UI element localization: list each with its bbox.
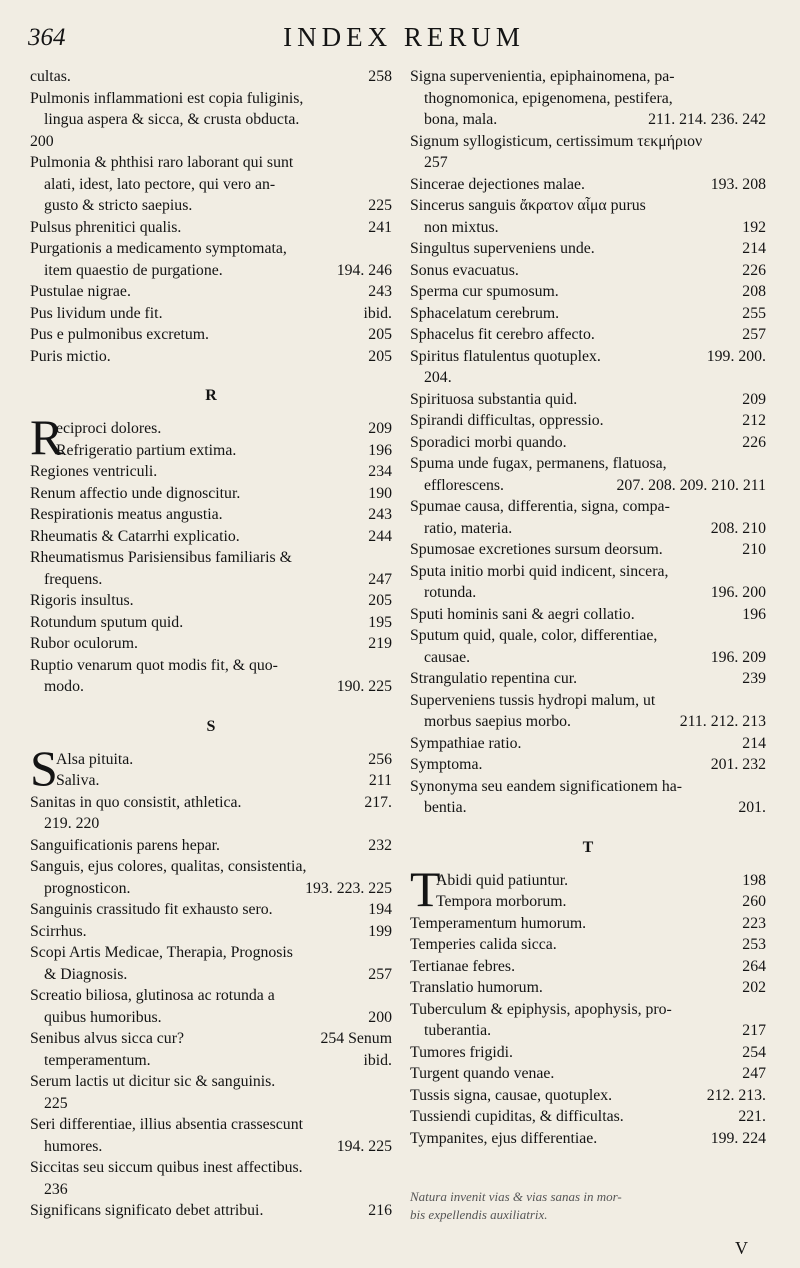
entry-text: Pulmonia & phthisi raro laborant qui sunt <box>30 154 294 171</box>
entry-page-ref: 212. 213. <box>706 1086 766 1104</box>
index-entry <box>30 1007 392 1029</box>
drop-cap: T <box>410 860 441 917</box>
entry-page-ref: 241 <box>368 218 392 236</box>
index-entry <box>30 1157 392 1179</box>
index-entry <box>410 797 766 819</box>
entry-page-ref: 257 <box>742 326 766 343</box>
index-entry <box>30 878 392 900</box>
entry-page-ref: 199 <box>368 922 392 940</box>
entry-text: Rheumatismus Parisiensibus familiaris & <box>30 549 292 566</box>
entry-page-ref: 196. 200 <box>710 584 766 601</box>
index-entry <box>30 88 392 110</box>
index-entry <box>30 899 392 921</box>
entry-page-ref: 221. <box>738 1108 766 1125</box>
entry-text: modo. <box>44 678 84 695</box>
t-entries <box>410 860 766 1150</box>
entry-text: Pulmonis inflammationi est copia fuliginis, <box>30 89 304 107</box>
entry-page-ref: 210 <box>742 541 766 558</box>
index-entry <box>410 956 766 978</box>
index-entry <box>30 1071 392 1093</box>
entry-text: Spuma unde fugax, permanens, flatuosa, <box>410 455 667 472</box>
entry-page-ref: 258 <box>368 68 392 85</box>
entry-page-ref: 205 <box>368 347 392 365</box>
entry-text: Sputum quid, quale, color, differentiae, <box>410 627 658 644</box>
entry-text: Signa supervenientia, epiphainomena, pa- <box>410 68 675 85</box>
index-entry <box>30 569 392 591</box>
right-column <box>410 66 766 1149</box>
entry-text: Scirrhus. <box>30 922 87 940</box>
entry-page-ref: 190 <box>368 484 392 502</box>
entry-text: non mixtus. <box>424 218 499 236</box>
index-entry <box>410 934 766 956</box>
index-entry <box>30 655 392 677</box>
entry-text: Spirandi difficultas, oppressio. <box>410 412 604 429</box>
index-entry <box>410 1128 766 1150</box>
entry-page-ref: 194 <box>368 901 392 918</box>
index-entry <box>30 109 392 131</box>
entry-page-ref: 253 <box>742 936 766 953</box>
s-entries <box>30 739 392 1222</box>
index-entry <box>30 1028 392 1050</box>
entry-page-ref: 212 <box>742 412 766 429</box>
entry-text: Sporadici morbi quando. <box>410 433 567 451</box>
entry-text: Pustulae nigrae. <box>30 283 131 300</box>
entry-text: Respirationis meatus angustia. <box>30 506 223 523</box>
index-entry <box>30 131 392 153</box>
entry-text: humores. <box>44 1137 103 1155</box>
drop-cap: R <box>30 409 64 465</box>
entry-page-ref: 195 <box>368 613 392 631</box>
index-entry <box>410 1106 766 1128</box>
entry-page-ref: 205 <box>368 592 392 609</box>
index-entry <box>30 152 392 174</box>
entry-text: Ruptio venarum quot modis fit, & quo- <box>30 656 278 674</box>
index-entry <box>410 496 766 518</box>
signature-mark: V <box>735 1238 748 1258</box>
index-entry <box>410 913 766 935</box>
index-entry <box>410 195 766 217</box>
entry-text: Rheumatis & Catarrhi explicatio. <box>30 527 240 545</box>
entry-text: Temperamentum humorum. <box>410 914 587 932</box>
entry-page-ref: 199. 200. <box>706 347 766 365</box>
index-entry <box>410 367 766 389</box>
index-entry <box>30 324 392 346</box>
entry-text: Rigoris insultus. <box>30 592 134 609</box>
entry-text: Tertianae febres. <box>410 957 516 975</box>
index-entry <box>30 770 392 792</box>
entry-page-ref: 247 <box>742 1065 766 1082</box>
index-entry <box>30 964 392 986</box>
entry-text: Siccitas seu siccum quibus inest affectibus. <box>30 1159 303 1176</box>
show-through-text <box>410 1188 766 1224</box>
entry-page-ref: 208 <box>742 283 766 300</box>
entry-text: rotunda. <box>424 584 477 601</box>
entry-page-ref: 205 <box>368 326 392 343</box>
entry-page-ref: ibid. <box>363 304 392 322</box>
index-entry <box>30 346 392 368</box>
entry-text: Seri differentiae, illius absentia crassescunt <box>30 1116 303 1133</box>
entry-page-ref: 207. 208. 209. 210. 211 <box>616 476 766 494</box>
entry-text: Sputa initio morbi quid indicent, sincera, <box>410 562 669 580</box>
index-entry <box>30 921 392 943</box>
entry-text: Tuberculum & epiphysis, apophysis, pro- <box>410 1000 672 1018</box>
entry-text: bentia. <box>424 799 467 816</box>
index-entry <box>30 504 392 526</box>
entry-text: Significans significato debet attribui. <box>30 1202 264 1219</box>
entry-page-ref: 211. 212. 213 <box>679 713 766 730</box>
left-column <box>30 66 392 1222</box>
index-entry <box>410 668 766 690</box>
s-entries-continued <box>410 66 766 819</box>
entry-text: Sphacelatum cerebrum. <box>410 304 560 322</box>
entry-page-ref: 234 <box>368 463 392 480</box>
drop-cap: S <box>30 739 58 796</box>
entry-page-ref: 196 <box>742 605 766 623</box>
entry-text: Strangulatio repentina cur. <box>410 670 578 687</box>
index-entry <box>410 389 766 411</box>
index-entry <box>30 461 392 483</box>
index-entry <box>30 1200 392 1222</box>
entry-text: Spiritus flatulentus quotuplex. <box>410 347 601 365</box>
entry-text: Spumae causa, differentia, signa, compa- <box>410 498 670 515</box>
index-entry <box>410 410 766 432</box>
entry-text: 219. 220 <box>44 815 100 832</box>
index-entry <box>30 633 392 655</box>
index-entry <box>30 1093 392 1115</box>
entry-page-ref: 214 <box>742 734 766 752</box>
entry-text: Puris mictio. <box>30 347 111 365</box>
entry-text: Sympathiae ratio. <box>410 734 522 752</box>
index-entry <box>410 346 766 368</box>
entry-page-ref: 209 <box>368 420 392 437</box>
entry-page-ref: 201. 232 <box>710 756 766 773</box>
entry-text: Signum syllogisticum, certissimum τεκμήριον <box>410 132 703 150</box>
entry-text: 225 <box>44 1094 68 1112</box>
index-entry <box>410 303 766 325</box>
index-entry <box>410 88 766 110</box>
index-entry <box>410 475 766 497</box>
entry-page-ref: 208. 210 <box>710 519 766 537</box>
entry-text: Turgent quando venae. <box>410 1065 555 1082</box>
entry-text: eciproci dolores. <box>56 420 162 437</box>
entry-text: Senibus alvus sicca cur? <box>30 1030 184 1047</box>
index-entry <box>410 690 766 712</box>
entry-text: Sanitas in quo consistit, athletica. <box>30 793 242 811</box>
index-entry <box>30 303 392 325</box>
entry-page-ref: 214 <box>742 240 766 257</box>
entry-text: Regiones ventriculi. <box>30 463 158 480</box>
entry-page-ref: 209 <box>742 390 766 408</box>
index-entry <box>410 260 766 282</box>
index-entry <box>30 238 392 260</box>
index-entry <box>410 174 766 196</box>
entry-text: Serum lactis ut dicitur sic & sanguinis. <box>30 1073 276 1090</box>
entry-text: Screatio biliosa, glutinosa ac rotunda a <box>30 987 275 1004</box>
page-number: 364 <box>28 24 66 51</box>
entry-text: Superveniens tussis hydropi malum, ut <box>410 691 656 709</box>
index-entry <box>410 281 766 303</box>
index-entry <box>410 561 766 583</box>
index-entry <box>30 440 392 462</box>
index-entry <box>410 776 766 798</box>
index-entry <box>30 281 392 303</box>
entry-text: lingua aspera & sicca, & crusta obducta. <box>44 111 300 128</box>
entry-text: Tussis signa, causae, quotuplex. <box>410 1086 613 1104</box>
entry-page-ref: 264 <box>742 957 766 975</box>
entry-page-ref: 243 <box>368 283 392 300</box>
entry-text: Scopi Artis Medicae, Therapia, Prognosis <box>30 944 293 961</box>
index-entry <box>30 1179 392 1201</box>
entry-text: Spirituosa substantia quid. <box>410 390 578 408</box>
entry-text: Saliva. <box>56 772 100 789</box>
entry-text: 200 <box>30 132 54 150</box>
entry-page-ref: 190. 225 <box>336 678 392 695</box>
entry-page-ref: 254 Senum <box>320 1030 392 1047</box>
entry-text: tuberantia. <box>424 1022 492 1039</box>
index-entry <box>30 985 392 1007</box>
entry-page-ref: 247 <box>368 570 392 588</box>
entry-page-ref: 199. 224 <box>710 1129 766 1147</box>
entry-page-ref: 193. 223. 225 <box>305 879 392 897</box>
index-entry <box>410 324 766 346</box>
index-entry <box>410 152 766 174</box>
index-entry <box>30 66 392 88</box>
entry-text: Pus e pulmonibus excretum. <box>30 326 210 343</box>
index-entry <box>410 711 766 733</box>
index-entry <box>30 195 392 217</box>
index-entry <box>30 792 392 814</box>
entry-text: 236 <box>44 1180 68 1198</box>
entry-text: Sincerus sanguis ἄκρατον αἷμα purus <box>410 197 646 214</box>
entry-page-ref: 196 <box>368 441 392 459</box>
entry-text: Sphacelus fit cerebro affecto. <box>410 326 595 343</box>
index-entry <box>410 131 766 153</box>
entry-page-ref: 243 <box>368 506 392 523</box>
entry-text: Temperies calida sicca. <box>410 936 557 953</box>
entry-text: Sperma cur spumosum. <box>410 283 559 300</box>
index-entry <box>30 217 392 239</box>
entry-text: Translatio humorum. <box>410 979 543 996</box>
index-entry <box>410 754 766 776</box>
entry-page-ref: 216 <box>368 1202 392 1219</box>
entry-text: bona, mala. <box>424 111 498 128</box>
r-entries <box>30 409 392 698</box>
index-entry <box>30 676 392 698</box>
index-entry <box>30 813 392 835</box>
entry-text: Pulsus phrenitici qualis. <box>30 218 182 236</box>
entry-page-ref: 194. 246 <box>336 261 392 279</box>
index-entry <box>410 604 766 626</box>
index-entry <box>410 518 766 540</box>
entry-text: Abidi quid patiuntur. <box>436 871 569 889</box>
index-entry <box>30 612 392 634</box>
entry-page-ref: 256 <box>368 750 392 768</box>
entry-page-ref: 232 <box>368 836 392 854</box>
entry-text: causae. <box>424 648 471 666</box>
entry-text: Tumores frigidi. <box>410 1043 513 1061</box>
entry-page-ref: 201. <box>738 799 766 816</box>
entry-text: Synonyma seu eandem significationem ha- <box>410 777 682 795</box>
entry-page-ref: 239 <box>742 670 766 687</box>
index-entry <box>30 174 392 196</box>
entry-page-ref: 260 <box>742 893 766 910</box>
entry-text: Sanguificationis parens hepar. <box>30 836 220 854</box>
index-entry <box>410 625 766 647</box>
entry-text: quibus humoribus. <box>44 1008 162 1026</box>
index-entry <box>410 1063 766 1085</box>
entry-page-ref: 198 <box>742 871 766 889</box>
entry-text: Tympanites, ejus differentiae. <box>410 1129 598 1147</box>
index-entry <box>30 856 392 878</box>
entry-text: Sonus evacuatus. <box>410 261 519 279</box>
index-entry <box>410 432 766 454</box>
entry-text: Sanguis, ejus colores, qualitas, consistentia, <box>30 858 307 875</box>
index-entry <box>410 217 766 239</box>
entry-page-ref: 244 <box>368 527 392 545</box>
entry-text: Tempora morborum. <box>436 893 567 910</box>
entry-page-ref: 192 <box>742 218 766 236</box>
index-entry <box>30 547 392 569</box>
index-entry <box>410 539 766 561</box>
entry-text: 204. <box>424 369 452 386</box>
entry-text: Rubor oculorum. <box>30 635 138 652</box>
entry-page-ref: 194. 225 <box>336 1137 392 1155</box>
entry-page-ref: 211 <box>368 772 392 789</box>
index-entry <box>410 66 766 88</box>
index-entry <box>410 977 766 999</box>
entry-page-ref: ibid. <box>363 1051 392 1069</box>
index-entry <box>30 1114 392 1136</box>
entry-text: Rotundum sputum quid. <box>30 613 184 631</box>
entry-page-ref: 226 <box>742 261 766 279</box>
entry-page-ref: 217 <box>742 1022 766 1039</box>
index-entry <box>410 109 766 131</box>
entry-text: temperamentum. <box>44 1051 151 1069</box>
entry-text: frequens. <box>44 570 103 588</box>
entry-text: Tussiendi cupiditas, & difficultas. <box>410 1108 624 1125</box>
entry-text: thognomonica, epigenomena, pestifera, <box>424 89 673 107</box>
entry-text: alati, idest, lato pectore, qui vero an- <box>44 175 276 193</box>
entry-page-ref: 200 <box>368 1008 392 1026</box>
section-heading-s: S <box>206 717 216 735</box>
index-entry <box>410 999 766 1021</box>
entry-page-ref: 217. <box>364 793 392 811</box>
index-entry <box>410 647 766 669</box>
section-heading-r: R <box>205 387 217 404</box>
section-heading-t: T <box>582 838 594 856</box>
entry-text: Pus lividum unde fit. <box>30 304 163 322</box>
entry-text: efflorescens. <box>424 476 504 494</box>
entry-page-ref: 255 <box>742 304 766 322</box>
entry-text: cultas. <box>30 68 71 85</box>
entry-text: Symptoma. <box>410 756 483 773</box>
entry-page-ref: 225 <box>368 197 392 214</box>
entry-text: ratio, materia. <box>424 519 513 537</box>
entry-text: morbus saepius morbo. <box>424 713 571 730</box>
entry-text: gusto & stricto saepius. <box>44 197 193 214</box>
show-through-line: Natura invenit vias & vias sanas in mor- <box>410 1189 622 1204</box>
index-entry <box>410 453 766 475</box>
index-entry <box>30 483 392 505</box>
entry-text: Spumosae excretiones sursum deorsum. <box>410 541 663 558</box>
index-entry <box>410 733 766 755</box>
index-entry <box>30 835 392 857</box>
index-entry <box>410 582 766 604</box>
running-title: INDEX RERUM <box>283 22 525 52</box>
entry-text: Sputi hominis sani & aegri collatio. <box>410 605 635 623</box>
page-header <box>28 20 780 60</box>
entry-text: Refrigeratio partium extima. <box>56 441 237 459</box>
index-entry <box>410 1085 766 1107</box>
entry-text: & Diagnosis. <box>44 965 128 983</box>
index-entry <box>410 1042 766 1064</box>
entry-text: prognosticon. <box>44 879 131 897</box>
index-entry <box>30 590 392 612</box>
index-entry <box>410 1020 766 1042</box>
index-entry <box>30 942 392 964</box>
entry-text: Singultus superveniens unde. <box>410 240 595 257</box>
entry-text: item quaestio de purgatione. <box>44 261 223 279</box>
entry-page-ref: 196. 209 <box>710 648 766 666</box>
entry-text: Renum affectio unde dignoscitur. <box>30 484 241 502</box>
entry-page-ref: 219 <box>368 635 392 652</box>
entry-text: Sanguinis crassitudo fit exhausto sero. <box>30 901 273 918</box>
index-entry <box>30 260 392 282</box>
index-entry <box>30 526 392 548</box>
entry-page-ref: 193. 208 <box>710 175 766 193</box>
entry-text: Sincerae dejectiones malae. <box>410 175 585 193</box>
entry-page-ref: 202 <box>742 979 766 996</box>
entry-text: Alsa pituita. <box>56 750 134 768</box>
index-entry <box>410 891 766 913</box>
entry-page-ref: 223 <box>742 914 766 932</box>
show-through-line: bis expellendis auxiliatrix. <box>410 1207 548 1222</box>
entry-text: Purgationis a medicamento symptomata, <box>30 240 287 257</box>
p-entries <box>30 66 392 367</box>
entry-page-ref: 254 <box>742 1043 766 1061</box>
entry-page-ref: 257 <box>368 965 392 983</box>
entry-page-ref: 226 <box>742 433 766 451</box>
index-entry <box>30 1136 392 1158</box>
entry-page-ref: 211. 214. 236. 242 <box>648 111 766 128</box>
entry-text: 257 <box>424 154 448 171</box>
index-entry <box>410 238 766 260</box>
index-entry <box>30 1050 392 1072</box>
